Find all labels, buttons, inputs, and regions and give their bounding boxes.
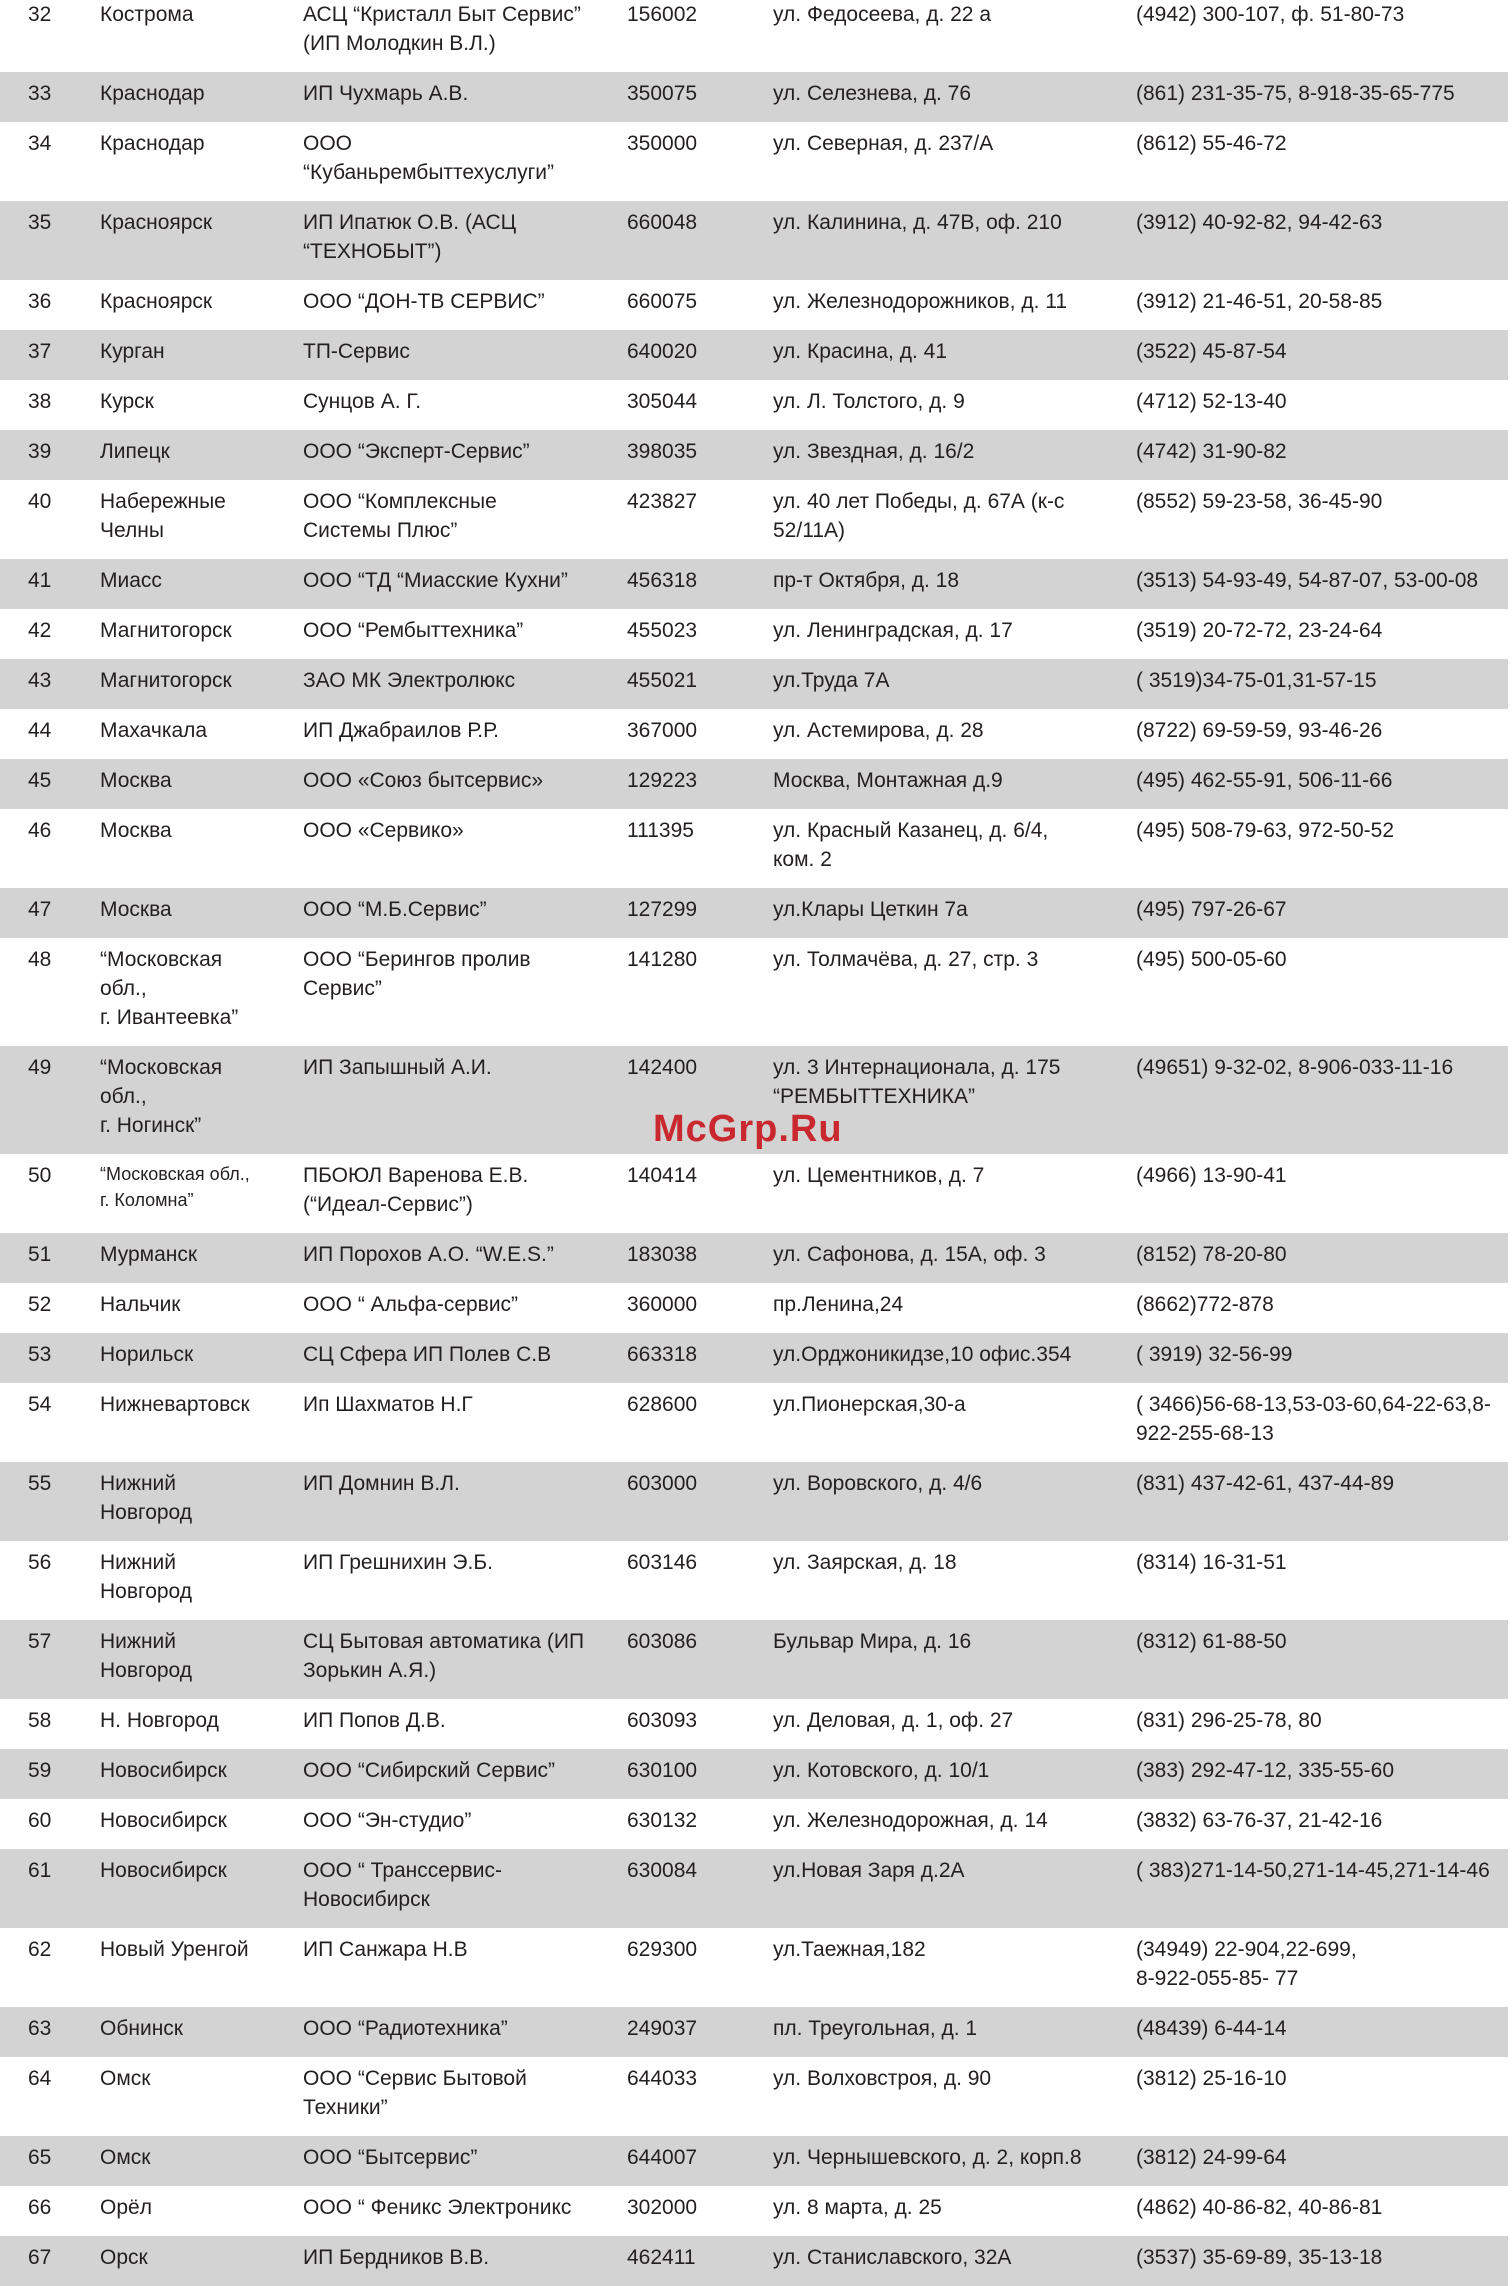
city-cell: Мурманск [100, 1233, 303, 1283]
organization-cell: ООО “Сервис Бытовой Техники” [303, 2067, 527, 2119]
row-number: 52 [28, 1293, 52, 1316]
organization-cell: ООО “ Феникс Электроникс [303, 2196, 572, 2219]
table-row [0, 2236, 1508, 2286]
address-cell: ул. Станиславского, 32А [773, 2236, 1136, 2286]
table-row [0, 2007, 1508, 2057]
row-number: 49 [0, 1046, 100, 1154]
phone-cell: (3812) 25-16-10 [1136, 2067, 1287, 2090]
address-cell: ул.Труда 7А [773, 659, 1136, 709]
organization-cell: ИП Порохов А.О. “W.E.S.” [303, 1233, 627, 1283]
address-cell: ул.Таежная,182 [773, 1938, 926, 1961]
city-cell: Омск [100, 2067, 151, 2090]
phone-cell: (4712) 52-13-40 [1136, 390, 1287, 413]
organization-cell: Сунцов А. Г. [303, 390, 422, 413]
postal-code-cell: 350075 [627, 72, 773, 122]
phone-cell: (8152) 78-20-80 [1136, 1233, 1508, 1283]
organization-cell: ООО “М.Б.Сервис” [303, 888, 627, 938]
organization-cell: ООО “Эксперт-Сервис” [303, 430, 627, 480]
row-number: 38 [28, 390, 52, 413]
table-row [0, 1749, 1508, 1799]
phone-cell: (495) 500-05-60 [1136, 948, 1287, 971]
organization-cell: ООО “ Альфа-сервис” [303, 1293, 519, 1316]
address-cell: ул. Калинина, д. 47В, оф. 210 [773, 201, 1136, 280]
organization-cell: ИП Джабраилов Р.Р. [303, 719, 499, 742]
postal-code-cell: 603000 [627, 1462, 773, 1541]
table-row [0, 938, 1508, 1046]
address-cell: ул. Л. Толстого, д. 9 [773, 390, 965, 413]
organization-cell: ООО «Союз бытсервис» [303, 759, 627, 809]
postal-code-cell: 644033 [627, 2067, 698, 2090]
city-cell: Нижневартовск [100, 1393, 250, 1416]
city-cell: Новосибирск [100, 1809, 227, 1832]
address-cell: ул. Ленинградская, д. 17 [773, 619, 1013, 642]
postal-code-cell: 302000 [627, 2196, 698, 2219]
postal-code-cell: 127299 [627, 888, 773, 938]
postal-code-cell: 129223 [627, 759, 773, 809]
organization-cell: АСЦ “Кристалл Быт Сервис” (ИП Молодкин В.Л.) [303, 3, 581, 55]
city-cell: Краснодар [100, 72, 303, 122]
table-row [0, 2186, 1508, 2236]
postal-code-cell: 630100 [627, 1749, 773, 1799]
postal-code-cell: 423827 [627, 490, 698, 513]
city-cell: Орск [100, 2236, 303, 2286]
table-row [0, 1928, 1508, 2007]
city-cell: Новосибирск [100, 1749, 303, 1799]
city-cell: Набережные Челны [100, 490, 226, 542]
organization-cell: ИП Попов Д.В. [303, 1709, 446, 1732]
organization-cell: ИП Ипатюк О.В. (АСЦ “ТЕХНОБЫТ”) [303, 201, 627, 280]
address-cell: ул. 3 Интернационала, д. 175 “РЕМБЫТТЕХНИКА” [773, 1046, 1136, 1154]
row-number: 34 [28, 132, 52, 155]
postal-code-cell: 141280 [627, 948, 698, 971]
phone-cell: (495) 508-79-63, 972-50-52 [1136, 819, 1395, 842]
row-number: 59 [0, 1749, 100, 1799]
row-number: 57 [0, 1620, 100, 1699]
postal-code-cell: 305044 [627, 390, 698, 413]
address-cell: Бульвар Мира, д. 16 [773, 1620, 1136, 1699]
organization-cell: ИП Чухмарь А.В. [303, 72, 627, 122]
postal-code-cell: 398035 [627, 430, 773, 480]
city-cell: Москва [100, 759, 303, 809]
city-cell: Нижний Новгород [100, 1620, 303, 1699]
city-cell: Новосибирск [100, 1849, 303, 1928]
organization-cell: Ип Шахматов Н.Г [303, 1393, 473, 1416]
table-row [0, 330, 1508, 380]
phone-cell: (8312) 61-88-50 [1136, 1620, 1508, 1699]
address-cell: Москва, Монтажная д.9 [773, 759, 1136, 809]
city-cell: Магнитогорск [100, 619, 232, 642]
table-row [0, 280, 1508, 330]
phone-cell: (4942) 300-107, ф. 51-80-73 [1136, 3, 1405, 26]
postal-code-cell: 630132 [627, 1809, 698, 1832]
row-number: 41 [0, 559, 100, 609]
phone-cell: (8314) 16-31-51 [1136, 1551, 1287, 1574]
address-cell: ул. Астемирова, д. 28 [773, 719, 984, 742]
address-cell: ул. Северная, д. 237/А [773, 132, 994, 155]
row-number: 62 [28, 1938, 52, 1961]
row-number: 51 [0, 1233, 100, 1283]
row-number: 65 [0, 2136, 100, 2186]
watermark-logo: McGrp.Ru [653, 1108, 843, 1150]
city-cell: Кострома [100, 3, 194, 26]
row-number: 55 [0, 1462, 100, 1541]
address-cell: ул. Красина, д. 41 [773, 330, 1136, 380]
address-cell: ул. Сафонова, д. 15А, оф. 3 [773, 1233, 1136, 1283]
postal-code-cell: 183038 [627, 1233, 773, 1283]
phone-cell: (831) 296-25-78, 80 [1136, 1709, 1322, 1732]
table-row [0, 609, 1508, 659]
organization-cell: ИП Запышный А.И. [303, 1046, 627, 1154]
city-cell: Магнитогорск [100, 659, 303, 709]
row-number: 37 [0, 330, 100, 380]
address-cell: ул. Воровского, д. 4/6 [773, 1462, 1136, 1541]
row-number: 53 [0, 1333, 100, 1383]
row-number: 60 [28, 1809, 52, 1832]
phone-cell: (495) 462-55-91, 506-11-66 [1136, 759, 1508, 809]
postal-code-cell: 603146 [627, 1551, 698, 1574]
table-row [0, 1799, 1508, 1849]
table-row [0, 1383, 1508, 1462]
row-number: 47 [0, 888, 100, 938]
phone-cell: (48439) 6-44-14 [1136, 2007, 1508, 2057]
city-cell: Нальчик [100, 1293, 181, 1316]
city-cell: Москва [100, 888, 303, 938]
city-cell: Орёл [100, 2196, 152, 2219]
address-cell: ул.Пионерская,30-а [773, 1393, 966, 1416]
organization-cell: ООО “Радиотехника” [303, 2007, 627, 2057]
address-cell: ул. Цементников, д. 7 [773, 1164, 985, 1187]
organization-cell: ТП-Сервис [303, 330, 627, 380]
row-number: 46 [28, 819, 52, 842]
row-number: 36 [28, 290, 52, 313]
row-number: 66 [28, 2196, 52, 2219]
table-row [0, 122, 1508, 201]
address-cell: ул. Заярская, д. 18 [773, 1551, 957, 1574]
row-number: 35 [0, 201, 100, 280]
organization-cell: ООО «Сервико» [303, 819, 464, 842]
city-cell: Махачкала [100, 719, 208, 742]
address-cell: ул. 8 марта, д. 25 [773, 2196, 942, 2219]
table-row [0, 2057, 1508, 2136]
city-cell: Новый Уренгой [100, 1938, 249, 1961]
phone-cell: (34949) 22-904,22-699, 8-922-055-85- 77 [1136, 1938, 1357, 1990]
organization-cell: ИП Грешнихин Э.Б. [303, 1551, 493, 1574]
city-cell: Курск [100, 390, 154, 413]
row-number: 40 [28, 490, 52, 513]
organization-cell: ООО “Сибирский Сервис” [303, 1749, 627, 1799]
phone-cell: ( 3519)34-75-01,31-57-15 [1136, 659, 1508, 709]
address-cell: пл. Треугольная, д. 1 [773, 2007, 1136, 2057]
address-cell: ул. Толмачёва, д. 27, стр. 3 [773, 948, 1039, 971]
address-cell: ул. Котовского, д. 10/1 [773, 1749, 1136, 1799]
address-cell: ул. Железнодорожников, д. 11 [773, 290, 1068, 313]
postal-code-cell: 360000 [627, 1293, 698, 1316]
postal-code-cell: 462411 [627, 2236, 773, 2286]
city-cell: Миасс [100, 559, 303, 609]
phone-cell: (3812) 24-99-64 [1136, 2136, 1508, 2186]
row-number: 43 [0, 659, 100, 709]
table-row [0, 1462, 1508, 1541]
phone-cell: (831) 437-42-61, 437-44-89 [1136, 1462, 1508, 1541]
city-cell: Курган [100, 330, 303, 380]
row-number: 67 [0, 2236, 100, 2286]
row-number: 42 [28, 619, 52, 642]
organization-cell: ООО “ТД “Миасские Кухни” [303, 559, 627, 609]
table-row [0, 2136, 1508, 2186]
table-row [0, 1154, 1508, 1233]
row-number: 56 [28, 1551, 52, 1574]
postal-code-cell: 663318 [627, 1333, 773, 1383]
postal-code-cell: 350000 [627, 132, 698, 155]
table-row [0, 0, 1508, 72]
row-number: 50 [28, 1164, 52, 1187]
address-cell: ул. Чернышевского, д. 2, корп.8 [773, 2136, 1136, 2186]
city-cell: Нижний Новгород [100, 1462, 303, 1541]
phone-cell: (8662)772-878 [1136, 1293, 1274, 1316]
organization-cell: ООО “Рембыттехника” [303, 619, 524, 642]
row-number: 32 [28, 3, 52, 26]
city-cell: Красноярск [100, 201, 303, 280]
phone-cell: (8722) 69-59-59, 93-46-26 [1136, 719, 1383, 742]
address-cell: ул. Деловая, д. 1, оф. 27 [773, 1709, 1014, 1732]
address-cell: ул.Клары Цеткин 7а [773, 888, 1136, 938]
city-cell: “Московская обл., г. Ногинск” [100, 1046, 303, 1154]
phone-cell: ( 3919) 32-56-99 [1136, 1333, 1508, 1383]
table-row [0, 1233, 1508, 1283]
postal-code-cell: 111395 [627, 819, 694, 842]
postal-code-cell: 630084 [627, 1849, 773, 1928]
table-row [0, 72, 1508, 122]
organization-cell: ООО “Бытсервис” [303, 2136, 627, 2186]
row-number: 58 [28, 1709, 52, 1732]
phone-cell: (495) 797-26-67 [1136, 888, 1508, 938]
address-cell: ул. Железнодорожная, д. 14 [773, 1809, 1048, 1832]
table-row [0, 1333, 1508, 1383]
phone-cell: (3537) 35-69-89, 35-13-18 [1136, 2236, 1508, 2286]
address-cell: пр-т Октября, д. 18 [773, 559, 1136, 609]
city-cell: “Московская обл., г. Ивантеевка” [100, 948, 239, 1029]
address-cell: ул.Орджоникидзе,10 офис.354 [773, 1333, 1136, 1383]
organization-cell: ООО “Комплексные Системы Плюс” [303, 490, 497, 542]
phone-cell: (383) 292-47-12, 335-55-60 [1136, 1749, 1508, 1799]
table-row [0, 430, 1508, 480]
postal-code-cell: 142400 [627, 1046, 773, 1154]
table-row [0, 559, 1508, 609]
organization-cell: СЦ Сфера ИП Полев С.В [303, 1333, 627, 1383]
phone-cell: ( 383)271-14-50,271-14-45,271-14-46 [1136, 1849, 1508, 1928]
phone-cell: (3912) 21-46-51, 20-58-85 [1136, 290, 1383, 313]
address-cell: пр.Ленина,24 [773, 1293, 904, 1316]
phone-cell: (3522) 45-87-54 [1136, 330, 1508, 380]
row-number: 63 [0, 2007, 100, 2057]
postal-code-cell: 640020 [627, 330, 773, 380]
address-cell: ул. Селезнева, д. 76 [773, 72, 1136, 122]
address-cell: ул. Красный Казанец, д. 6/4, ком. 2 [773, 819, 1049, 871]
organization-cell: ООО “ДОН-ТВ СЕРВИС” [303, 290, 545, 313]
phone-cell: ( 3466)56-68-13,53-03-60,64-22-63,8- 922-255-68-13 [1136, 1393, 1491, 1445]
postal-code-cell: 249037 [627, 2007, 773, 2057]
table-row [0, 380, 1508, 430]
postal-code-cell: 660048 [627, 201, 773, 280]
phone-cell: (4862) 40-86-82, 40-86-81 [1136, 2196, 1383, 2219]
row-number: 39 [0, 430, 100, 480]
table-row [0, 1699, 1508, 1749]
table-row [0, 659, 1508, 709]
address-cell: ул.Новая Заря д.2А [773, 1849, 1136, 1928]
organization-cell: ООО “ Транссервис- Новосибирск [303, 1849, 627, 1928]
postal-code-cell: 603093 [627, 1709, 698, 1732]
organization-cell: ООО “Кубаньрембыттехуслуги” [303, 132, 555, 184]
postal-code-cell: 140414 [627, 1164, 698, 1187]
phone-cell: (49651) 9-32-02, 8-906-033-11-16 [1136, 1046, 1508, 1154]
address-cell: ул. Федосеева, д. 22 а [773, 3, 991, 26]
phone-cell: (8612) 55-46-72 [1136, 132, 1287, 155]
table-row [0, 480, 1508, 559]
phone-cell: (3832) 63-76-37, 21-42-16 [1136, 1809, 1383, 1832]
table-row [0, 709, 1508, 759]
city-cell: Липецк [100, 430, 303, 480]
row-number: 54 [28, 1393, 52, 1416]
postal-code-cell: 629300 [627, 1938, 698, 1961]
organization-cell: СЦ Бытовая автоматика (ИП Зорькин А.Я.) [303, 1620, 627, 1699]
postal-code-cell: 455021 [627, 659, 773, 709]
phone-cell: (3519) 20-72-72, 23-24-64 [1136, 619, 1383, 642]
organization-cell: ООО “Берингов пролив Сервис” [303, 948, 531, 1000]
row-number: 44 [28, 719, 52, 742]
phone-cell: (4966) 13-90-41 [1136, 1164, 1287, 1187]
organization-cell: ИП Бердников В.В. [303, 2236, 627, 2286]
postal-code-cell: 628600 [627, 1393, 698, 1416]
postal-code-cell: 660075 [627, 290, 698, 313]
postal-code-cell: 156002 [627, 3, 698, 26]
phone-cell: (861) 231-35-75, 8-918-35-65-775 [1136, 72, 1508, 122]
city-cell: Москва [100, 819, 172, 842]
city-cell: Н. Новгород [100, 1709, 219, 1732]
table-row [0, 1541, 1508, 1620]
table-row [0, 1849, 1508, 1928]
phone-cell: (8552) 59-23-58, 36-45-90 [1136, 490, 1383, 513]
row-number: 64 [28, 2067, 52, 2090]
city-cell: Омск [100, 2136, 303, 2186]
address-cell: ул. Волховстроя, д. 90 [773, 2067, 992, 2090]
city-cell: “Московская обл., г. Коломна” [100, 1164, 250, 1210]
city-cell: Нижний Новгород [100, 1551, 193, 1603]
postal-code-cell: 455023 [627, 619, 698, 642]
postal-code-cell: 456318 [627, 559, 773, 609]
postal-code-cell: 367000 [627, 719, 698, 742]
address-cell: ул. 40 лет Победы, д. 67А (к-с 52/11А) [773, 490, 1065, 542]
organization-cell: ООО “Эн-студио” [303, 1809, 472, 1832]
row-number: 61 [0, 1849, 100, 1928]
row-number: 45 [0, 759, 100, 809]
phone-cell: (3513) 54-93-49, 54-87-07, 53-00-08 [1136, 559, 1508, 609]
organization-cell: ПБОЮЛ Варенова Е.В. (“Идеал-Сервис”) [303, 1164, 529, 1216]
row-number: 33 [0, 72, 100, 122]
postal-code-cell: 603086 [627, 1620, 773, 1699]
city-cell: Красноярск [100, 290, 213, 313]
phone-cell: (4742) 31-90-82 [1136, 430, 1508, 480]
row-number: 48 [28, 948, 52, 971]
table-row [0, 809, 1508, 888]
organization-cell: ЗАО МК Электролюкс [303, 659, 627, 709]
table-row [0, 888, 1508, 938]
phone-cell: (3912) 40-92-82, 94-42-63 [1136, 201, 1508, 280]
table-row [0, 201, 1508, 280]
city-cell: Обнинск [100, 2007, 303, 2057]
city-cell: Краснодар [100, 132, 205, 155]
table-row [0, 1620, 1508, 1699]
city-cell: Норильск [100, 1333, 303, 1383]
table-row [0, 1283, 1508, 1333]
table-row [0, 759, 1508, 809]
address-cell: ул. Звездная, д. 16/2 [773, 430, 1136, 480]
organization-cell: ИП Санжара Н.В [303, 1938, 468, 1961]
postal-code-cell: 644007 [627, 2136, 773, 2186]
organization-cell: ИП Домнин В.Л. [303, 1462, 627, 1541]
